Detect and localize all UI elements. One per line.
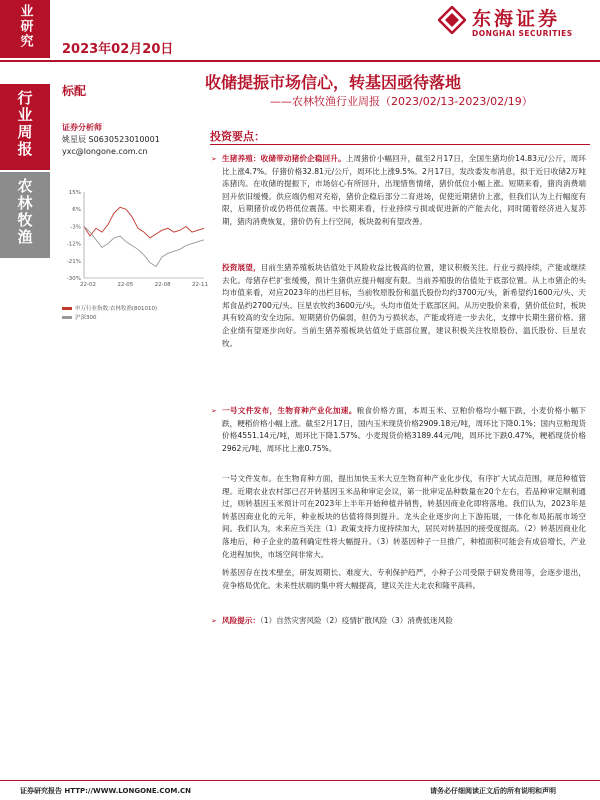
analyst-heading: 证券分析师 [62,123,102,132]
analyst-name: 姚星辰 S0630523010001 [62,135,160,144]
x-tick-label: 22-11 [192,282,208,288]
header-divider [0,60,600,62]
report-title: 收储提振市场信心，转基因亟待落地 [205,73,462,92]
y-tick-label: -12% [66,241,81,248]
paragraph-grain: 一号文件发布，生物育种产业化加速。粮食价格方面，本周玉米、豆粕价格均小幅下跌，小麦价格小幅下跌，粳稻价格小幅上涨。截至2月17日，国内玉米现货价格2909.18元/吨，周环比下降0.1%；国内豆粕现货价格4551.14元/吨，周环比下降1.57%。小麦现货价格3189.44元/吨，周环比下跌0.47%，粳稻现货价格2962元/吨，周环比上涨0.75%。 [222,406,586,453]
logo-mark-icon [438,6,466,34]
report-date: 2023年02月20日 [62,42,174,57]
side-banner-weekly: 行业周报 [0,84,50,170]
legend-item-csi300: 沪深300 [62,314,157,323]
x-tick-label: 22-08 [154,282,171,288]
legend-item-sector: 申万行业指数:农林牧渔(801010) [62,305,157,314]
section-divider [210,144,590,145]
footer-website[interactable]: 证券研究报告 HTTP://WWW.LONGONE.COM.CN [20,787,192,795]
y-tick-label: -3% [70,224,81,231]
logo-text-cn: 东海证券 [472,8,561,30]
y-tick-label: 15% [68,190,81,196]
report-subtitle: ——农林牧渔行业周报（2023/02/13-2023/02/19） [270,95,533,108]
paragraph-hog: 生猪养殖：收储带动猪价企稳回升。上周猪价小幅回升，截至2月17日，全国生猪均价14.83元/公斤，周环比上涨4.7%。仔猪价格32.81元/公斤，周环比上涨9.5%。2月17日，发改委发布消息，拟于近日收储2万吨冻猪肉。在收储的提振下，市场信心有所回升，出现惜售情绪，猪价低位小幅上涨。短期来看，猪肉消费端回升依旧缓慢。供应端仍相对充裕，猪价企稳后部分二育进场，促使近期猪价上涨，但我们认为上行幅度有限，后期猪价或仍将低位震荡。中长期来看，行业持续亏损或促进新的产能去化，同时随着经济进入复苏期，猪肉消费恢复，猪价仍有上行空间，板块盈利有望改善。 [222,154,586,226]
side-banner-industry: 农林牧渔 [0,172,50,258]
y-tick-label: -21% [66,258,81,265]
paragraph-competition: 转基因存在技术壁垒，研发周期长、难度大、专利保护趋严，小种子公司受限于研发费用等，会逐步退出，竞争格局优化。未来性状端的集中将大幅提高，建议关注大北农和隆平高科。 [222,568,586,590]
logo-text-en: DONGHAI SECURITIES [472,29,573,38]
y-tick-label: 6% [72,207,81,214]
company-logo [438,4,588,44]
paragraph-risk: 风险提示：（1）自然灾害风险（2）疫情扩散风险（3）消费低迷风险 [222,616,453,625]
bullet-icon: ➢ [211,155,217,163]
x-tick-label: 22-02 [80,282,96,288]
report-type-banner: 业研究 [0,0,50,58]
footer-divider [0,780,600,781]
analyst-info [62,134,160,158]
index-performance-chart [58,186,208,296]
paragraph-gmo: 一号文件发布。在生物育种方面，提出加快玉米大豆生物育种产业化步伐，有序扩大试点范围，规范种植管理。近期农业农村部已召开转基因玉米品种审定会议，第一批审定品种数量在20个左右，若品种审定顺利通过，则转基因玉米预计可在2023年上半年开始种植并销售，转基因商业化即将落地。我们认为，2023年是转基因商业化的元年，种业板块的估值将得到提升。龙头企业逐步向上下游拓展，一体化布局拓展市场空间。我们认为，未来应当关注（1）政策支持力度持续加大，居民对转基因的接受度提高。（2）转基因商业化落地后，种子企业的盈利确定性将大幅提升。（3）转基因种子一旦推广，种植面积可能会有成倍增长，产业化进程加快，市场空间非常大。 [222,474,586,559]
paragraph-outlook: 投资展望，目前生猪养殖板块估值处于风险收益比极高的位置，建议积极关注。行业亏损持续，产能或继续去化。母猪存栏扩张缓慢，预计生猪供应提升幅度有限。当前养殖股的估值处于底部位置。从上市猪企的头均市值来看，对应2023年的出栏目标，当前牧原股份和温氏股份均约3700元/头，新希望约1600元/头、天邦食品约2700元/头、巨星农牧约3600元/头，头均市值处于底部区间。从历史股价来看，猪价低位时，板块具有较高的安全边际。短期猪价仍偏弱，但仍为亏损状态，产能或将进一步去化，支撑中长期生猪价格。猪企业绩有望逐步向好。当前生猪养殖板块估值处于底部位置，建议积极关注牧原股份、温氏股份、巨星农牧。 [222,263,587,348]
series-line-0 [84,207,204,238]
industry-rating: 标配 [62,84,87,98]
analyst-email[interactable]: yxc@longone.com.cn [62,147,148,156]
chart-legend [62,305,157,323]
footer-disclaimer: 请务必仔细阅读正文后的所有说明和声明 [430,787,556,795]
bullet-icon: ➢ [211,617,217,625]
y-tick-label: -30% [66,276,81,282]
section-title: 投资要点： [210,130,265,143]
bullet-icon: ➢ [211,407,217,415]
x-tick-label: 22-05 [117,282,134,288]
